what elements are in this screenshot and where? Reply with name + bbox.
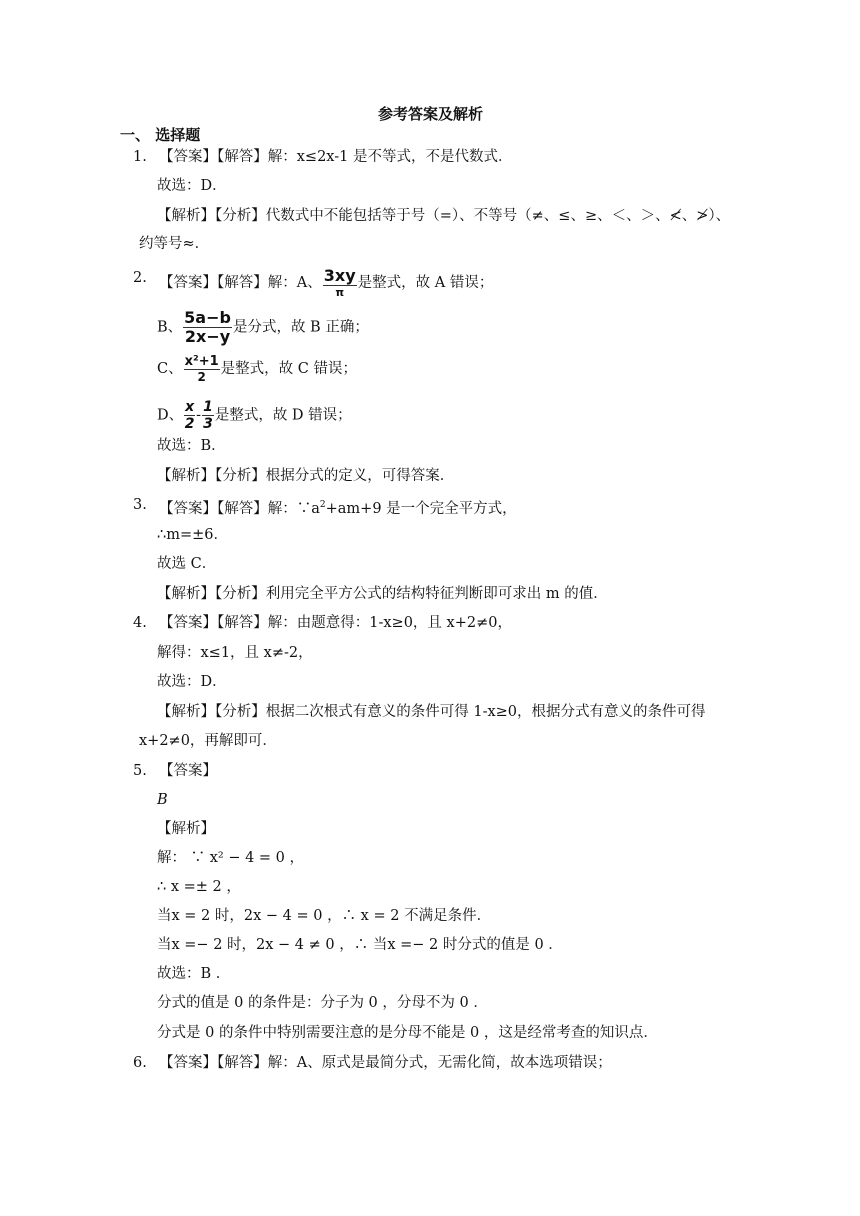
q5-line4: 解： ∵ x² − 4 = 0 ，	[157, 850, 305, 866]
q1-line1: 【答案】【解答】解：x≤2x-1 是不等式，不是代数式．	[159, 149, 513, 165]
q2-b-prefix: B、	[157, 319, 183, 336]
q2-a-prefix: 【答案】【解答】解：A、	[159, 275, 322, 291]
q4-line5: x+2≠0，再解即可．	[139, 733, 277, 749]
q2-d-numerator-1: x	[185, 399, 195, 415]
q5-line9: 分式的值是 0 的条件是：分子为 0 ，分母不为 0 ．	[157, 995, 488, 1011]
q4-line1: 【答案】【解答】解：由题意得：1-x≥0，且 x+2≠0，	[159, 615, 512, 631]
q1-number: 1.	[133, 149, 147, 165]
q2-b-numerator: 5a−b	[184, 308, 231, 327]
q4-number: 4.	[133, 615, 147, 631]
q3-line3: 故选 C．	[157, 556, 217, 572]
q3-line1-a: 【答案】【解答】解：∵a	[159, 500, 320, 517]
q5-line8: 故选：B ．	[157, 966, 231, 982]
q4-line3: 故选：D．	[157, 674, 227, 690]
q2-b-fraction	[183, 310, 232, 345]
q2-c-prefix: C、	[157, 361, 183, 377]
q2-d-fraction-2	[202, 400, 214, 431]
q2-c-denominator: 2	[197, 370, 206, 384]
q2-d-denominator-1: 2	[184, 416, 195, 432]
q2-a-denominator: π	[335, 286, 345, 299]
q2-d-suffix: 是整式，故 D 错误；	[214, 407, 352, 424]
q2-c-fraction	[184, 355, 220, 383]
q2-a-suffix: 是整式，故 A 错误；	[357, 275, 494, 291]
q2-d-fraction-1	[184, 400, 195, 431]
q5-line7: 当x =− 2 时，2x − 4 ≠ 0 ，∴ 当x =− 2 时分式的值是 0 ．	[157, 937, 563, 953]
q2-option-d	[157, 400, 352, 431]
q2-d-minus: -	[196, 407, 202, 424]
q2-choice: 故选：B．	[157, 438, 226, 454]
q2-b-suffix: 是分式，故 B 正确；	[232, 319, 369, 336]
q5-line10: 分式是 0 的条件中特别需要注意的是分母不能是 0 ，这是经常考查的知识点．	[157, 1025, 658, 1041]
q2-d-denominator-2: 3	[203, 416, 213, 432]
q6-line1: 【答案】【解答】解：A、原式是最简分式，无需化简，故本选项错误；	[159, 1055, 612, 1071]
q2-a-numerator: 3xy	[323, 266, 356, 285]
q1-line2: 故选：D．	[157, 178, 227, 194]
q5-line5: ∴ x =± 2 ，	[157, 879, 241, 895]
q2-option-b	[157, 310, 369, 345]
q2-analysis: 【解析】【分析】根据分式的定义，可得答案．	[157, 468, 455, 484]
q3-line2: ∴m=±6．	[157, 527, 228, 543]
q1-line3: 【解析】【分析】代数式中不能包括等于号（=）、不等号（≠、≤、≥、＜、＞、≮、≯）、	[157, 208, 731, 224]
q2-number: 2.	[133, 270, 147, 286]
q2-c-numerator: x²+1	[184, 354, 219, 369]
q1-line4: 约等号≈．	[139, 236, 210, 252]
q3-line1	[159, 495, 517, 519]
q5-line1: 【答案】	[159, 763, 217, 779]
section-heading: 一、 选择题	[120, 126, 201, 144]
q2-d-numerator-2: 1	[203, 399, 213, 415]
q5-number: 5.	[133, 763, 147, 779]
q5-line6: 当x = 2 时，2x − 4 = 0 ，∴ x = 2 不满足条件．	[157, 908, 492, 924]
q6-number: 6.	[133, 1055, 147, 1071]
q2-d-prefix: D、	[157, 407, 184, 424]
page-title: 参考答案及解析	[378, 105, 484, 123]
q3-line4: 【解析】【分析】利用完全平方公式的结构特征判断即可求出 m 的值．	[157, 586, 608, 602]
q2-b-denominator: 2x−y	[184, 327, 231, 346]
q5-line3: 【解析】	[157, 821, 215, 837]
q2-option-c	[157, 355, 357, 383]
q3-line1-b: +am+9 是一个完全平方式，	[325, 500, 517, 517]
q2-a-fraction	[323, 268, 357, 298]
q3-line1-sup: 2	[319, 500, 326, 510]
q2-c-suffix: 是整式，故 C 错误；	[220, 361, 357, 377]
q5-answer: B	[157, 792, 168, 808]
q3-number: 3.	[133, 497, 147, 513]
q4-line4: 【解析】【分析】根据二次根式有意义的条件可得 1-x≥0，根据分式有意义的条件可得	[157, 704, 706, 720]
q2-option-a	[159, 268, 493, 298]
q4-line2: 解得：x≤1，且 x≠-2，	[157, 645, 313, 661]
